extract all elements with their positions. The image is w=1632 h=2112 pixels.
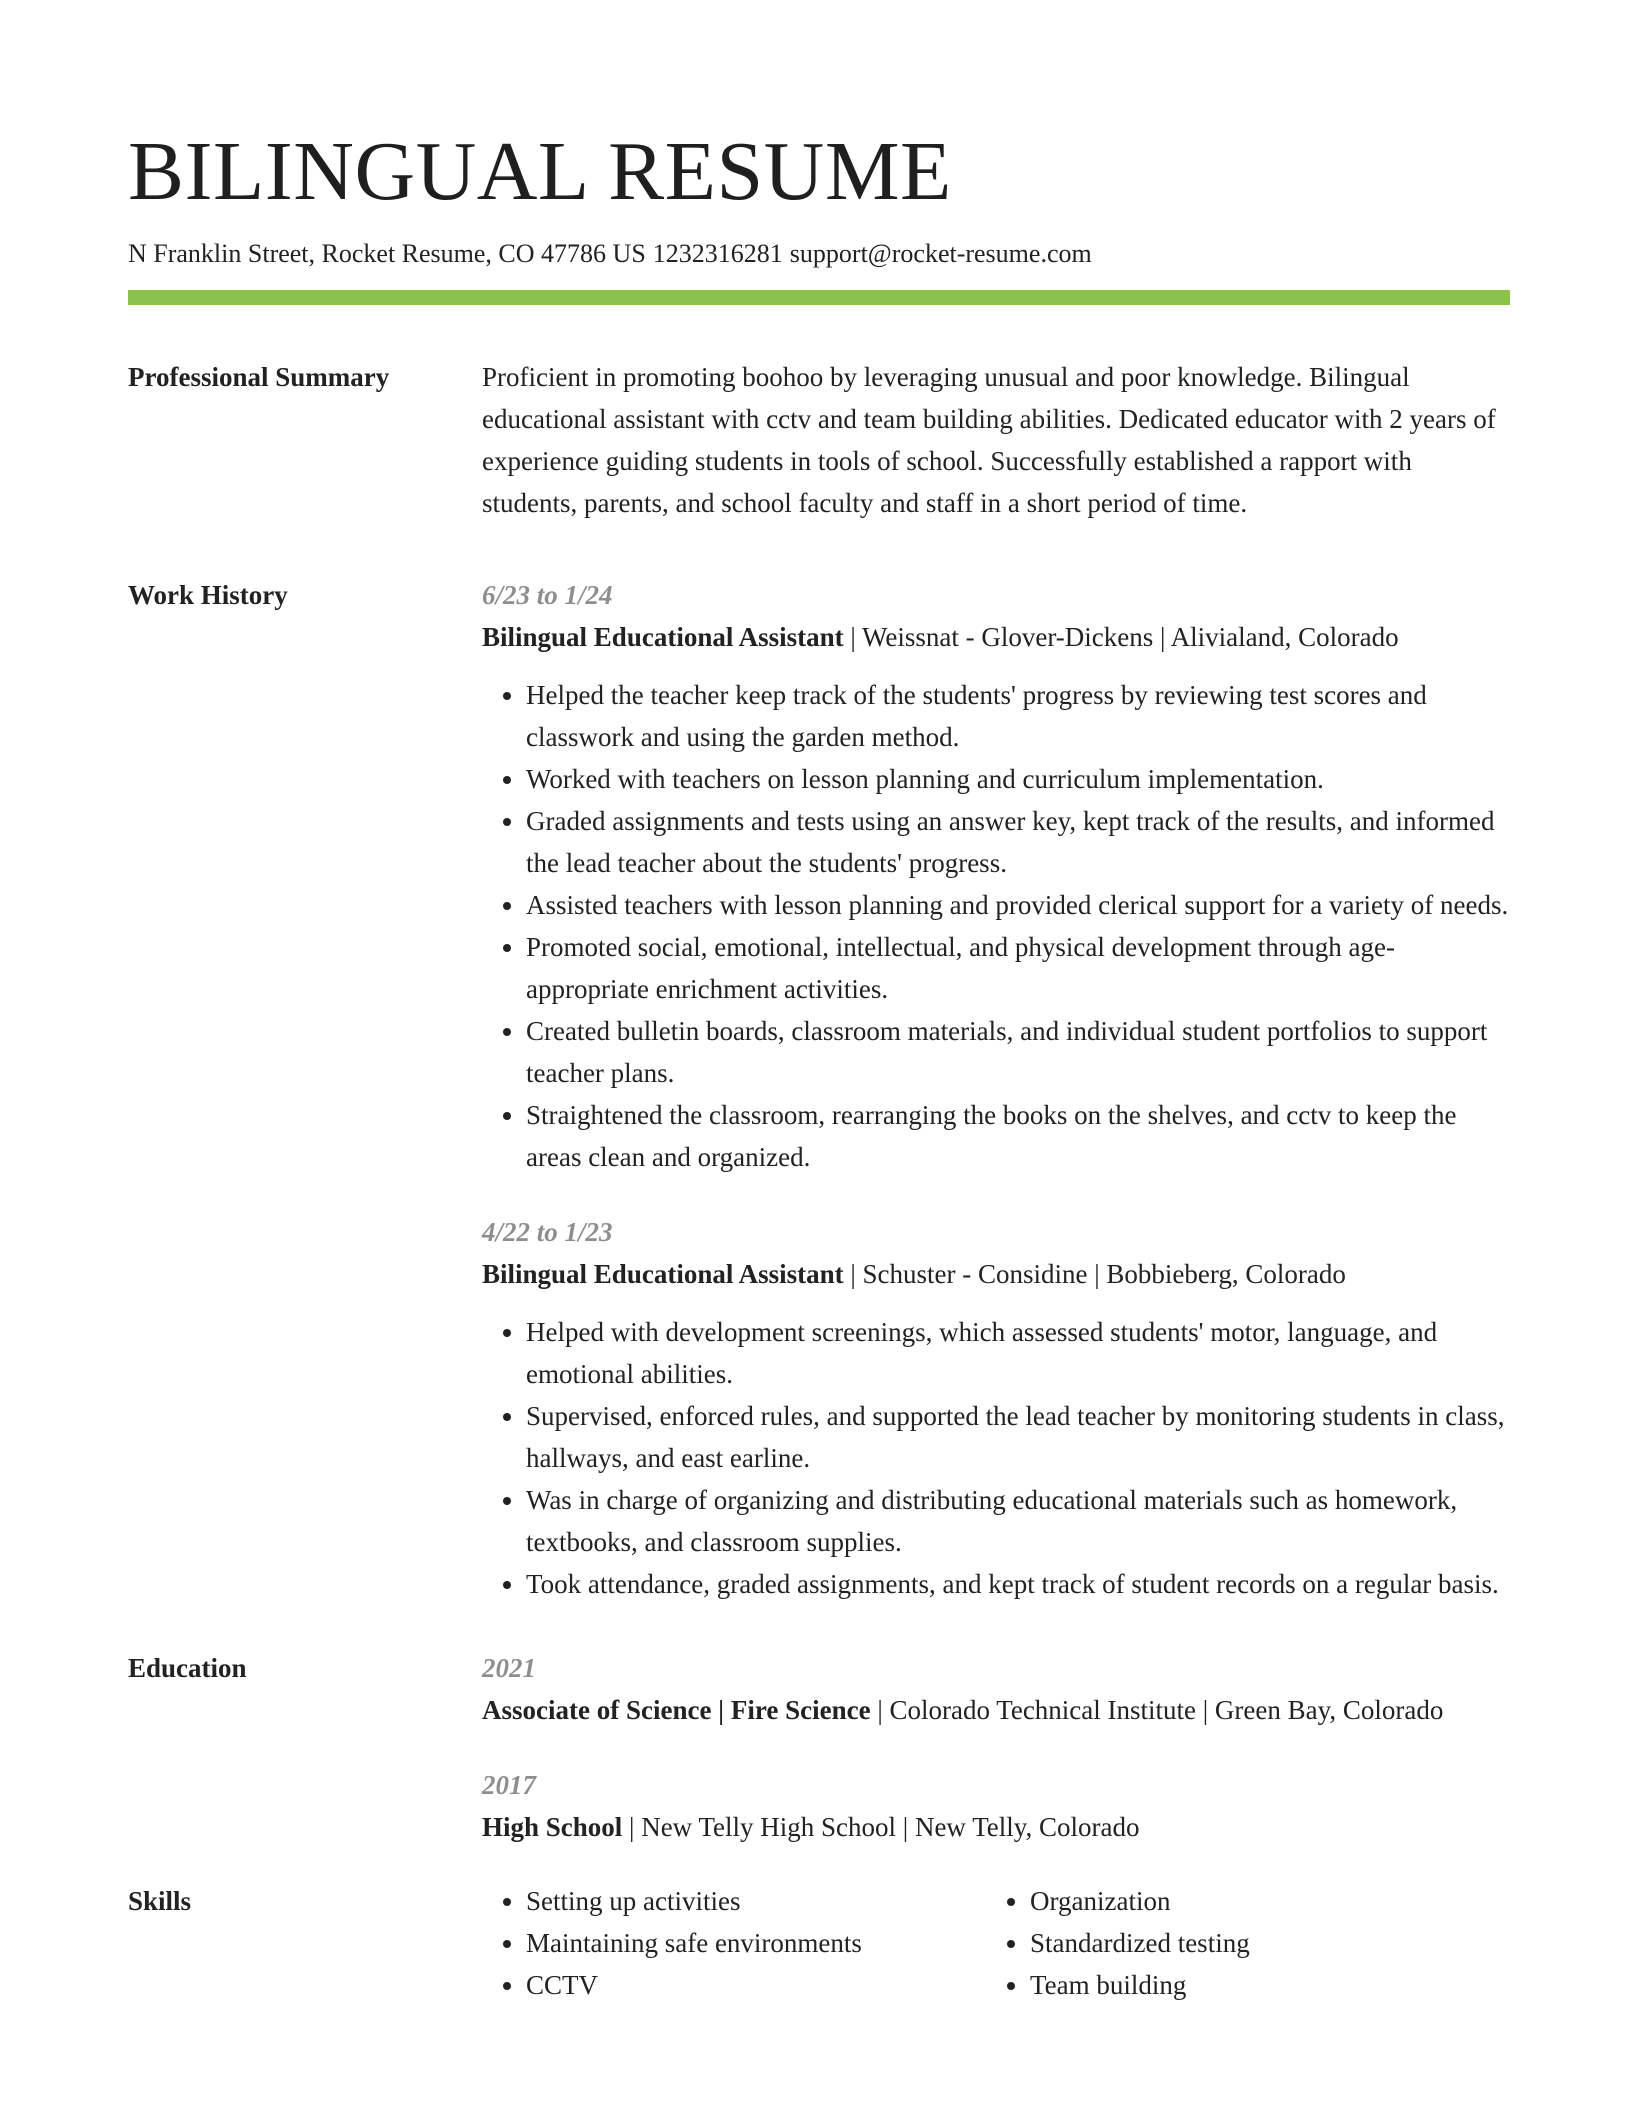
job-bullet: • Took attendance, graded assignments, and kept track of student records on a regular basis.	[526, 1563, 1510, 1605]
job-dates: 4/22 to 1/23	[482, 1217, 613, 1247]
summary-section	[128, 356, 1510, 524]
job-entry	[482, 574, 1510, 1178]
education-degree: Associate of Science | Fire Science	[482, 1695, 871, 1725]
job-entry	[482, 1211, 1510, 1605]
job-company-location: | Schuster - Considine | Bobbieberg, Colorado	[843, 1259, 1346, 1289]
contact-phone: 1232316281	[652, 239, 783, 268]
skill-item: • Setting up activities	[526, 1880, 986, 1922]
contact-line	[128, 234, 1510, 274]
job-role-line	[482, 616, 1510, 658]
section-title-summary: Professional Summary	[128, 362, 390, 392]
job-bullet: • Straightened the classroom, rearranging the books on the shelves, and cctv to keep the areas clean and organized.	[526, 1094, 1510, 1178]
job-bullet: • Created bulletin boards, classroom materials, and individual student portfolios to support teacher plans.	[526, 1010, 1510, 1094]
header-divider	[128, 290, 1510, 305]
skill-item: • Team building	[1030, 1964, 1490, 2006]
job-bullet: • Graded assignments and tests using an answer key, kept track of the results, and informed the lead teacher about the students' progress.	[526, 800, 1510, 884]
resume-page	[128, 120, 1510, 2006]
job-title: Bilingual Educational Assistant	[482, 1259, 844, 1289]
education-school-location: | New Telly High School | New Telly, Colorado	[622, 1812, 1140, 1842]
summary-text: Proficient in promoting boohoo by leveraging unusual and poor knowledge. Bilingual educational assistant with cctv and team building abilities. Dedicated educator with 2 years of experience guiding students in tools of school. Successfully established a rapport with students, parents, and school faculty and staff in a short period of time.	[482, 362, 1496, 518]
skill-item: • Organization	[1030, 1880, 1490, 1922]
resume-title: BILINGUAL RESUME	[128, 125, 952, 218]
section-title-education: Education	[128, 1653, 247, 1683]
work-history-section	[128, 574, 1510, 1605]
job-bullet: • Worked with teachers on lesson planning and curriculum implementation.	[526, 758, 1510, 800]
job-bullet: • Supervised, enforced rules, and supported the lead teacher by monitoring students in class, hallways, and east earline.	[526, 1395, 1510, 1479]
education-line	[482, 1689, 1510, 1731]
skill-item: • Standardized testing	[1030, 1922, 1490, 1964]
section-title-skills: Skills	[128, 1886, 192, 1916]
education-school-location: | Colorado Technical Institute | Green Bay, Colorado	[870, 1695, 1444, 1725]
skills-section	[128, 1880, 1510, 2006]
skill-item: • Maintaining safe environments	[526, 1922, 986, 1964]
job-bullet: • Was in charge of organizing and distributing educational materials such as homework, textbooks, and classroom supplies.	[526, 1479, 1510, 1563]
education-year: 2017	[482, 1770, 536, 1800]
education-entry	[482, 1764, 1510, 1848]
job-role-line	[482, 1253, 1510, 1295]
job-title: Bilingual Educational Assistant	[482, 622, 844, 652]
contact-email: support@rocket-resume.com	[789, 239, 1092, 268]
skill-item: • CCTV	[526, 1964, 986, 2006]
job-bullet: • Helped with development screenings, which assessed students' motor, language, and emotional abilities.	[526, 1311, 1510, 1395]
job-bullet: • Helped the teacher keep track of the students' progress by reviewing test scores and classwork and using the garden method.	[526, 674, 1510, 758]
education-line	[482, 1806, 1510, 1848]
job-bullets	[482, 674, 1510, 1178]
skills-column	[482, 1880, 986, 2006]
job-dates: 6/23 to 1/24	[482, 580, 613, 610]
section-title-work-history: Work History	[128, 580, 288, 610]
education-section	[128, 1647, 1510, 1848]
contact-address: N Franklin Street, Rocket Resume, CO 47786 US	[128, 239, 646, 268]
education-entry	[482, 1647, 1510, 1731]
job-company-location: | Weissnat - Glover-Dickens | Alivialand, Colorado	[843, 622, 1399, 652]
job-bullet: • Assisted teachers with lesson planning and provided clerical support for a variety of needs.	[526, 884, 1510, 926]
skills-column	[986, 1880, 1490, 2006]
education-degree: High School	[482, 1812, 623, 1842]
education-year: 2021	[482, 1653, 536, 1683]
job-bullets	[482, 1311, 1510, 1605]
job-bullet: • Promoted social, emotional, intellectual, and physical development through age-appropriate enrichment activities.	[526, 926, 1510, 1010]
skills-list	[482, 1880, 1510, 2006]
